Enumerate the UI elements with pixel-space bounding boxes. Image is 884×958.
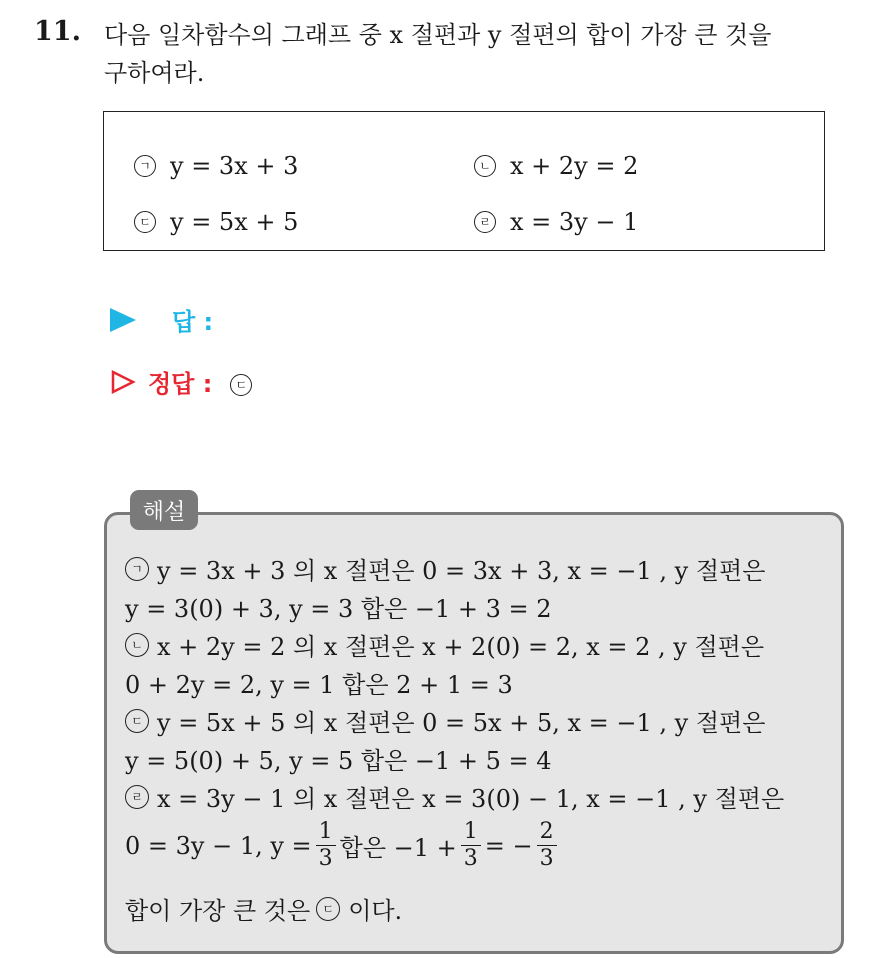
outline-triangle-icon	[110, 369, 136, 395]
explanation-text: y = 3(0) + 3, y = 3 합은 −1 + 3 = 2	[125, 595, 552, 623]
explanation-marker: ㄹ	[125, 785, 149, 809]
choices-box	[103, 111, 825, 251]
explanation-line	[125, 589, 552, 624]
explanation-conclusion	[125, 891, 402, 926]
choice-expression: x + 2y = 2	[510, 152, 639, 180]
answer-row	[110, 302, 213, 337]
explanation-line	[125, 665, 513, 700]
correct-answer-value: ㄷ	[230, 367, 252, 396]
answer-label: 답 :	[172, 308, 214, 336]
explanation-line	[125, 551, 765, 586]
fraction: $\frac{1}{3}$	[461, 819, 481, 872]
explanation-text: 0 = 3y − 1, y =	[125, 831, 312, 860]
fraction: $\frac{2}{3}$	[537, 819, 557, 872]
explanation-text: 합이 가장 큰 것은	[125, 897, 311, 925]
question-text	[104, 16, 864, 92]
choice-marker: ㄴ	[474, 155, 496, 177]
explanation-text: x + 2y = 2 의 x 절편은 x + 2(0) = 2, x = 2 , y 절편은	[157, 633, 765, 661]
choice-expression: y = 3x + 3	[170, 152, 299, 180]
choice-expression: x = 3y − 1	[510, 208, 639, 236]
question-text-line1: 다음 일차함수의 그래프 중 x 절편과 y 절편의 합이 가장 큰 것을	[104, 21, 772, 49]
play-triangle-icon	[110, 308, 136, 332]
choice-marker: ㄷ	[134, 211, 156, 233]
explanation-line	[125, 627, 764, 662]
explanation-marker: ㄷ	[316, 897, 340, 921]
explanation-marker: ㄱ	[125, 557, 149, 581]
explanation-tag: 해설	[130, 490, 198, 530]
explanation-text: x = 3y − 1 의 x 절편은 x = 3(0) − 1, x = −1 , y 절편은	[157, 785, 785, 813]
question-text-line2: 구하여라.	[104, 59, 205, 87]
explanation-marker: ㄷ	[125, 709, 149, 733]
explanation-line	[125, 703, 765, 738]
explanation-text: y = 5x + 5 의 x 절편은 0 = 5x + 5, x = −1 , y 절편은	[157, 709, 766, 737]
explanation-text: 합은 −1 +	[339, 834, 457, 862]
explanation-text: = −	[484, 831, 533, 860]
explanation-text: 이다.	[348, 897, 403, 925]
explanation-line-fractions	[125, 819, 561, 872]
explanation-text: 0 + 2y = 2, y = 1 합은 2 + 1 = 3	[125, 671, 513, 699]
explanation-text: y = 3x + 3 의 x 절편은 0 = 3x + 3, x = −1 , y 절편은	[157, 557, 766, 585]
explanation-box	[104, 512, 844, 954]
correct-answer-row	[110, 364, 252, 399]
choice-marker: ㄹ	[474, 211, 496, 233]
choice-4[interactable]	[474, 208, 638, 236]
choice-1[interactable]	[134, 152, 298, 180]
explanation-line	[125, 779, 784, 814]
correct-answer-label: 정답 :	[148, 370, 213, 398]
question-number: 11.	[34, 16, 81, 47]
fraction: $\frac{1}{3}$	[316, 819, 336, 872]
explanation-line	[125, 741, 552, 776]
choice-3[interactable]	[134, 208, 298, 236]
explanation-text: y = 5(0) + 5, y = 5 합은 −1 + 5 = 4	[125, 747, 552, 775]
choice-2[interactable]	[474, 152, 638, 180]
choice-marker: ㄱ	[134, 155, 156, 177]
choice-expression: y = 5x + 5	[170, 208, 299, 236]
explanation-marker: ㄴ	[125, 633, 149, 657]
